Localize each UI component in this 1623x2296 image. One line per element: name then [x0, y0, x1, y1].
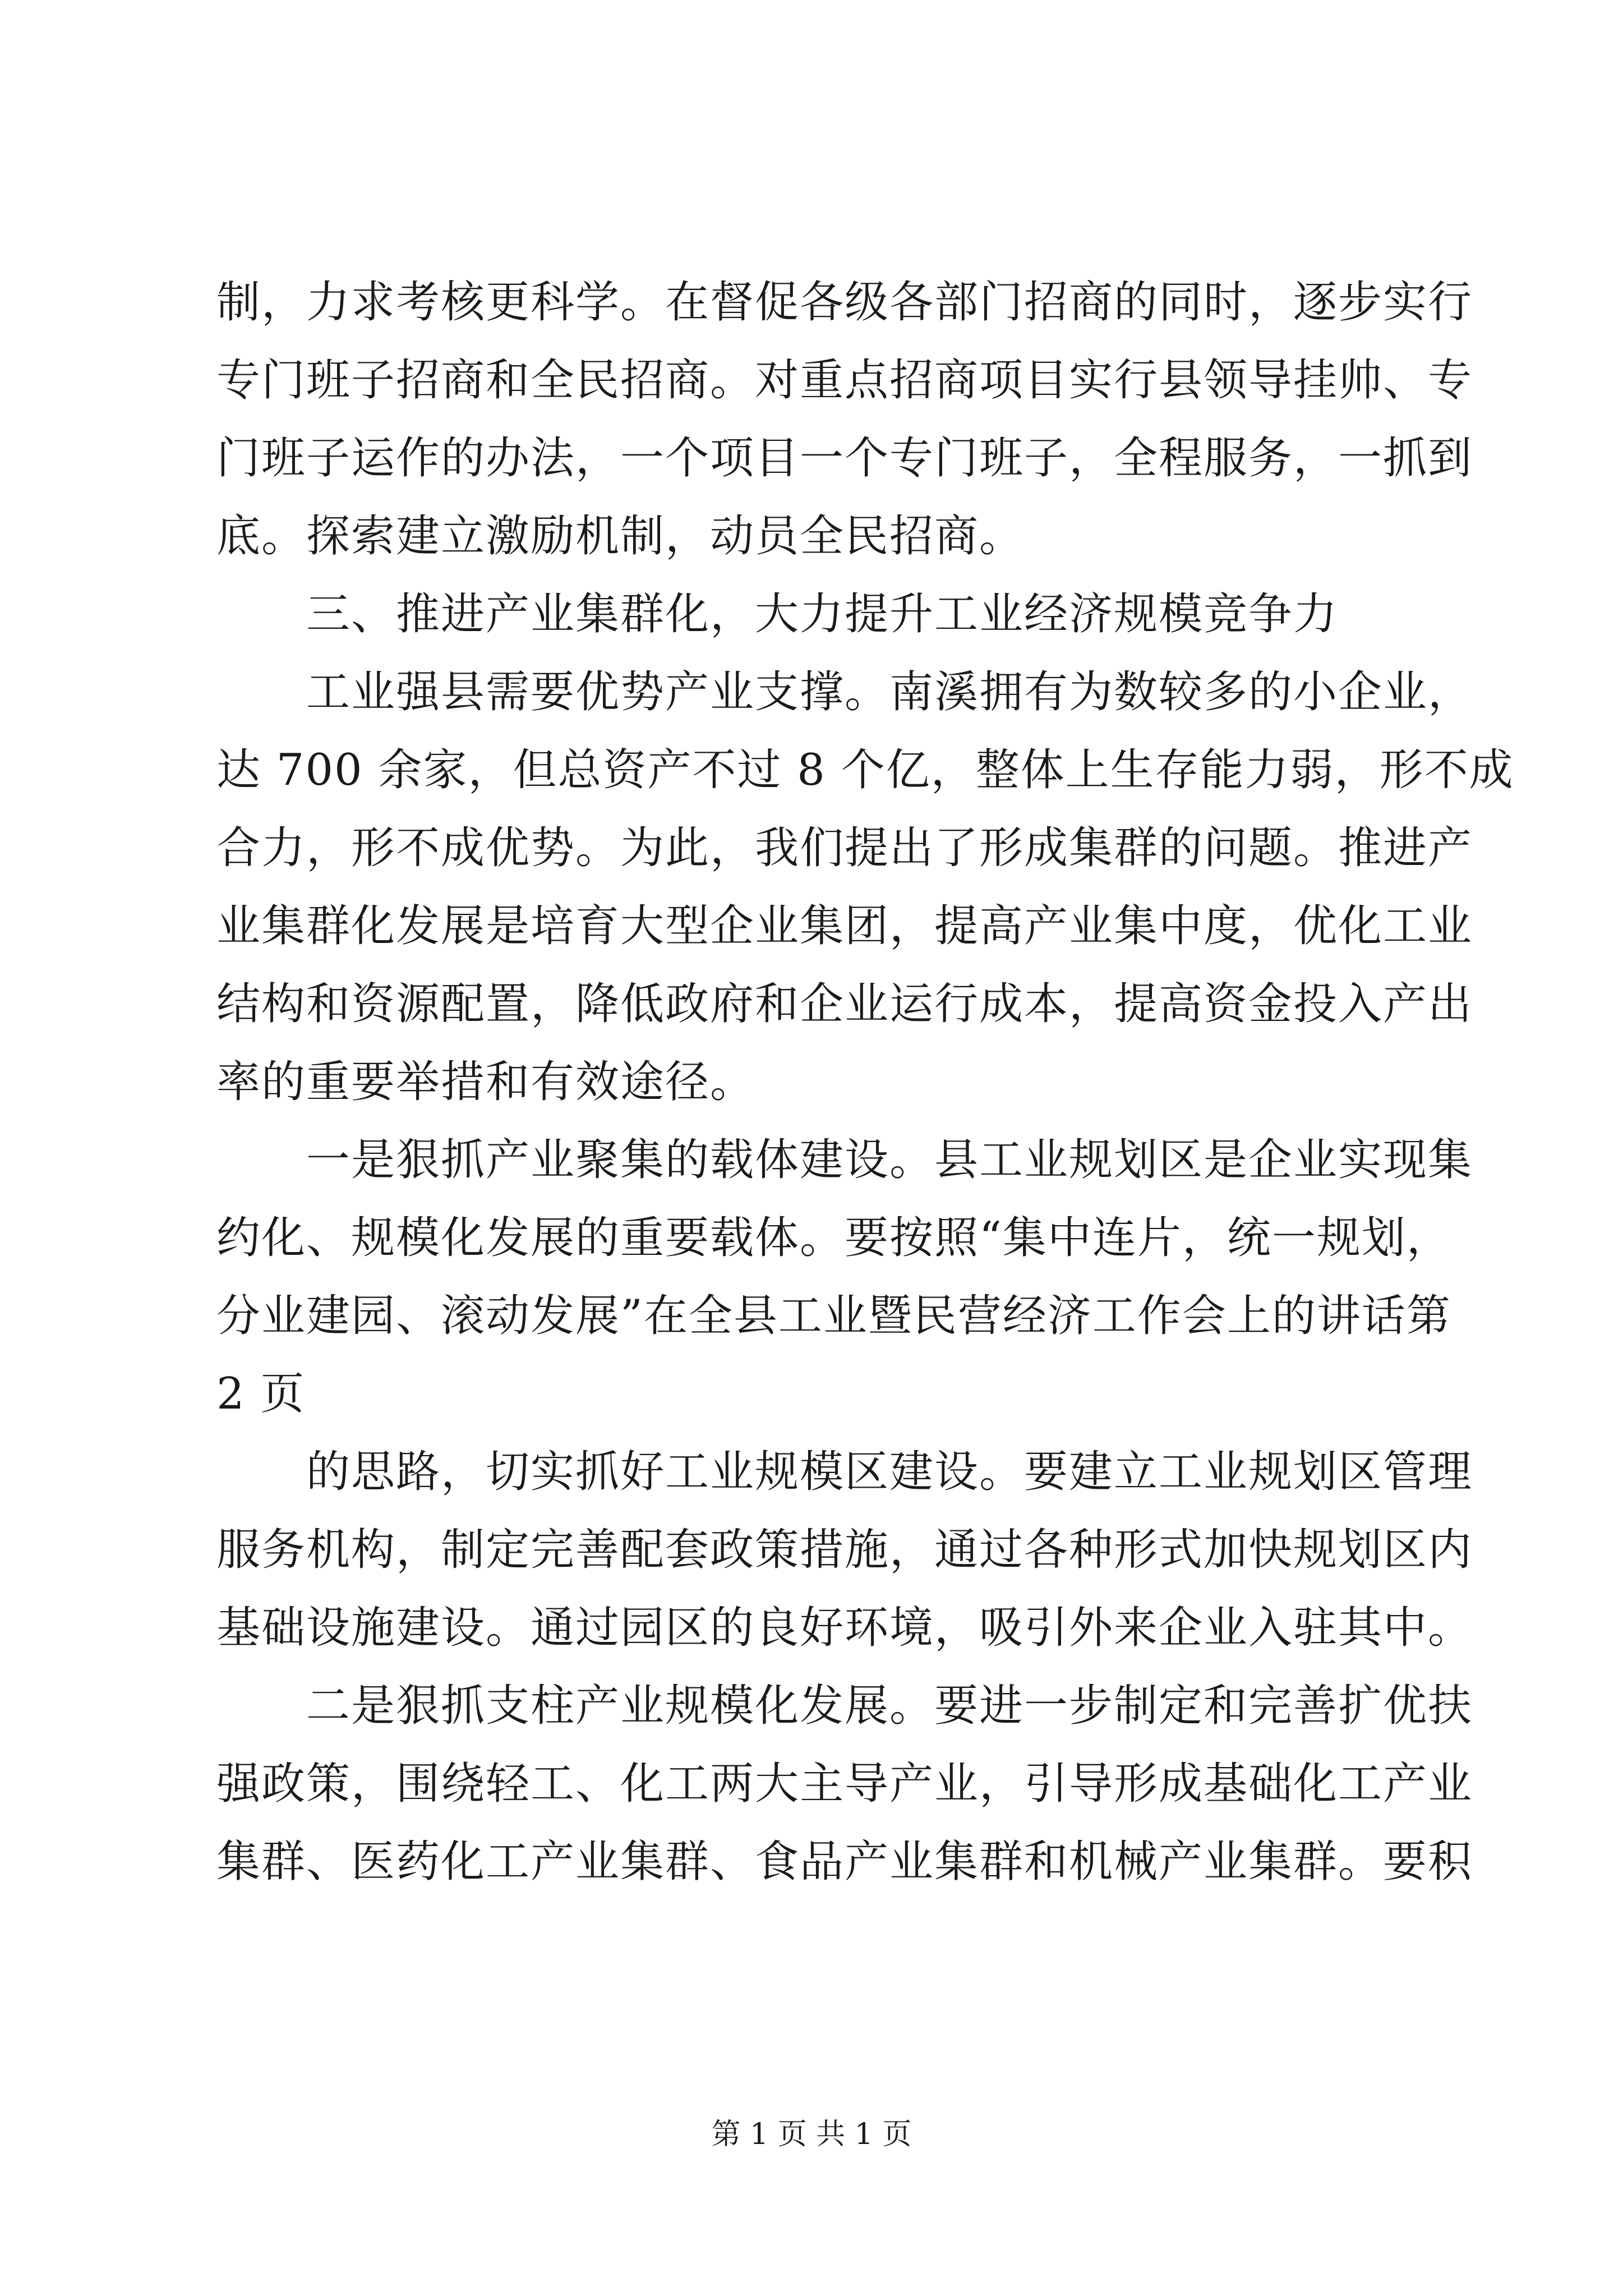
text-line: 一是狠抓产业聚集的载体建设。县工业规划区是企业实现集 [306, 1135, 1473, 1185]
text-line: 约化、规模化发展的重要载体。要按照“集中连片，统一规划， [216, 1213, 1451, 1263]
text-line: 制，力求考核更科学。在督促各级各部门招商的同时，逐步实行 [216, 277, 1473, 328]
document-body [216, 264, 1514, 1901]
text-line: 门班子运作的办法，一个项目一个专门班子，全程服务，一抓到 [216, 433, 1473, 484]
text-line: 基础设施建设。通过园区的良好环境，吸引外来企业入驻其中。 [216, 1603, 1473, 1653]
text-line: 的思路，切实抓好工业规模区建设。要建立工业规划区管理 [306, 1447, 1473, 1497]
text-line: 分业建园、滚动发展”在全县工业暨民营经济工作会上的讲话第 [216, 1291, 1451, 1341]
page-footer: 第 1 页 共 1 页 [711, 2118, 912, 2151]
text-line: 达 700 余家，但总资产不过 8 个亿，整体上生存能力弱，形不成 [216, 745, 1514, 795]
section-heading: 三、推进产业集群化，大力提升工业经济规模竞争力 [306, 589, 1339, 639]
text-line: 强政策，围绕轻工、化工两大主导产业，引导形成基础化工产业 [216, 1759, 1473, 1809]
text-line: 集群、医药化工产业集群、食品产业集群和机械产业集群。要积 [216, 1837, 1473, 1887]
text-line: 结构和资源配置，降低政府和企业运行成本，提高资金投入产出 [216, 979, 1473, 1029]
text-line: 专门班子招商和全民招商。对重点招商项目实行县领导挂帅、专 [216, 355, 1473, 406]
inline-page-number: 2 页 [216, 1369, 306, 1419]
text-line: 二是狠抓支柱产业规模化发展。要进一步制定和完善扩优扶 [306, 1681, 1473, 1731]
text-line: 业集群化发展是培育大型企业集团，提高产业集中度，优化工业 [216, 901, 1473, 951]
text-line: 底。探索建立激励机制，动员全民招商。 [216, 511, 1025, 562]
text-line: 合力，形不成优势。为此，我们提出了形成集群的问题。推进产 [216, 823, 1473, 873]
text-line: 率的重要举措和有效途径。 [216, 1057, 755, 1107]
text-line: 服务机构，制定完善配套政策措施，通过各种形式加快规划区内 [216, 1525, 1473, 1575]
text-line: 工业强县需要优势产业支撑。南溪拥有为数较多的小企业， [306, 667, 1473, 717]
